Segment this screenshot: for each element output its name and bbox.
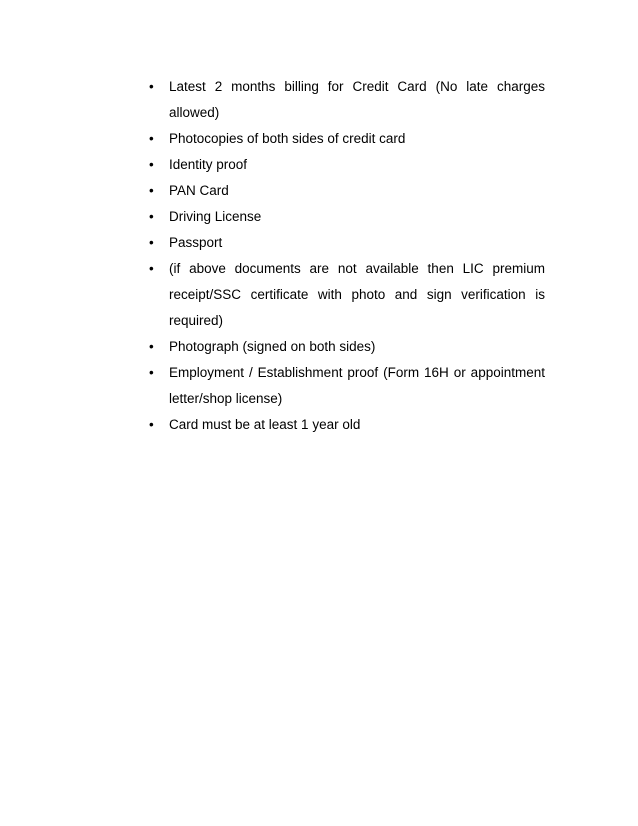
list-item-text: Latest 2 months billing for Credit Card (No late charges allowed) <box>169 79 545 120</box>
list-item <box>0 178 545 204</box>
list-item-text: Photograph (signed on both sides) <box>169 339 376 354</box>
list-item <box>0 152 545 178</box>
list-item-text: Passport <box>169 235 223 250</box>
bullet-icon: • <box>149 339 154 354</box>
bullet-icon: • <box>149 365 154 380</box>
bullet-icon: • <box>149 183 154 198</box>
bullet-icon: • <box>149 261 154 276</box>
bullet-icon: • <box>149 131 154 146</box>
list-item-text: PAN Card <box>169 183 229 198</box>
list-item-text: Employment / Establishment proof (Form 16H or appointment letter/shop license) <box>169 365 545 406</box>
list-item <box>0 204 545 230</box>
bullet-icon: • <box>149 235 154 250</box>
list-item-text: Card must be at least 1 year old <box>169 417 361 432</box>
bullet-icon: • <box>149 157 154 172</box>
list-item <box>0 230 545 256</box>
list-item-text: (if above documents are not available then LIC premium receipt/SSC certificate with photo and sign verification is required) <box>169 261 545 328</box>
list-item <box>0 360 545 412</box>
list-item-text: Identity proof <box>169 157 248 172</box>
bullet-icon: • <box>149 79 154 94</box>
bullet-icon: • <box>149 417 154 432</box>
list-item-text: Driving License <box>169 209 262 224</box>
list-item <box>0 74 545 126</box>
bullet-icon: • <box>149 209 154 224</box>
list-item <box>0 126 545 152</box>
list-item-text: Photocopies of both sides of credit card <box>169 131 406 146</box>
list-item <box>0 412 545 438</box>
requirements-list <box>0 74 638 438</box>
list-item <box>0 334 545 360</box>
list-item <box>0 256 545 334</box>
